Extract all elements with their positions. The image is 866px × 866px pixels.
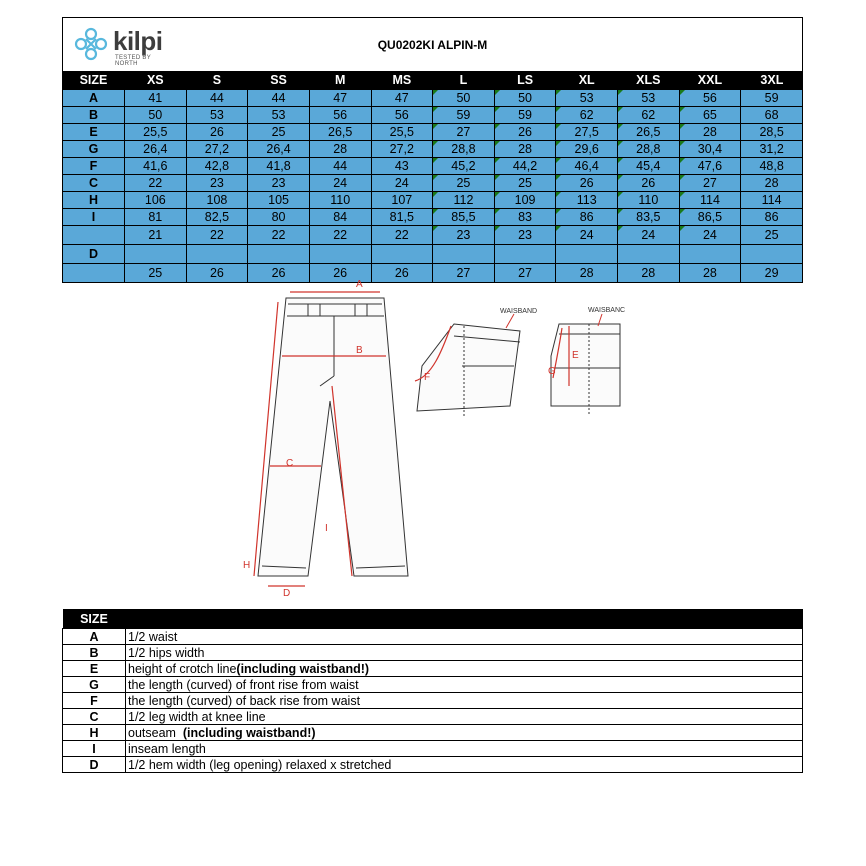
size-cell: 28	[618, 264, 680, 283]
size-cell: 28,8	[433, 141, 495, 158]
size-cell: 26,5	[309, 124, 371, 141]
size-cell: 86	[741, 209, 803, 226]
size-cell: 65	[679, 107, 741, 124]
size-cell: 46,4	[556, 158, 618, 175]
measurement-diagram	[62, 276, 803, 606]
size-cell: 110	[618, 192, 680, 209]
size-cell: 26	[186, 264, 248, 283]
size-cell: 25,5	[371, 124, 433, 141]
size-cell: 28	[679, 124, 741, 141]
model-title: QU0202KI ALPIN-M	[377, 38, 488, 52]
size-row	[63, 107, 803, 124]
legend-description	[126, 725, 803, 741]
size-chart-sheet	[62, 17, 803, 283]
size-cell: 28	[679, 264, 741, 283]
size-cell: 30,4	[679, 141, 741, 158]
label-i: I	[325, 523, 328, 534]
size-cell: 106	[125, 192, 187, 209]
size-row-label: F	[63, 158, 125, 175]
legend-description	[126, 741, 803, 757]
waistband-label-back: WAISBAND	[500, 308, 538, 315]
size-cell: 50	[125, 107, 187, 124]
size-cell: 53	[618, 90, 680, 107]
size-cell: 56	[371, 107, 433, 124]
size-cell: 45,2	[433, 158, 495, 175]
size-column-header: XLS	[618, 71, 680, 90]
size-column-header: M	[309, 71, 371, 90]
size-cell: 24	[618, 226, 680, 245]
label-b: B	[356, 345, 363, 356]
size-row	[63, 124, 803, 141]
size-row	[63, 158, 803, 175]
size-cell: 108	[186, 192, 248, 209]
size-cell: 26	[618, 175, 680, 192]
legend-text: outseam	[128, 725, 180, 740]
size-cell: 24	[309, 175, 371, 192]
size-cell: 81	[125, 209, 187, 226]
size-cell: 42,8	[186, 158, 248, 175]
label-g: G	[548, 366, 556, 377]
size-cell: 114	[679, 192, 741, 209]
front-rise-drawing	[551, 324, 620, 414]
size-cell: 53	[556, 90, 618, 107]
legend-header-row	[63, 609, 803, 629]
size-cell: 44,2	[494, 158, 556, 175]
size-cell: 47	[309, 90, 371, 107]
back-rise-drawing	[417, 324, 520, 416]
legend-description	[126, 757, 803, 773]
label-a: A	[356, 279, 363, 290]
size-cell: 62	[618, 107, 680, 124]
size-cell: 26	[371, 264, 433, 283]
size-cell: 85,5	[433, 209, 495, 226]
legend-label: E	[63, 661, 126, 677]
size-cell: 45,4	[618, 158, 680, 175]
size-cell: 113	[556, 192, 618, 209]
size-cell: 25	[494, 175, 556, 192]
size-cell: 56	[309, 107, 371, 124]
legend-text: inseam length	[128, 741, 206, 756]
label-d: D	[283, 588, 291, 599]
size-row	[63, 245, 803, 264]
legend-description	[126, 629, 803, 645]
size-cell: 22	[309, 226, 371, 245]
legend-text: the length (curved) of back rise from waist	[128, 693, 361, 708]
size-cell: 22	[371, 226, 433, 245]
label-c: C	[286, 458, 294, 469]
size-cell: 110	[309, 192, 371, 209]
size-cell: 83	[494, 209, 556, 226]
size-cell	[371, 245, 433, 264]
legend-header-blank	[126, 609, 803, 629]
label-h: H	[243, 560, 251, 571]
size-cell: 27	[679, 175, 741, 192]
size-cell: 44	[309, 158, 371, 175]
size-row	[63, 90, 803, 107]
size-cell: 22	[186, 226, 248, 245]
size-cell: 53	[186, 107, 248, 124]
size-cell: 22	[248, 226, 310, 245]
legend-label: A	[63, 629, 126, 645]
legend-row	[63, 709, 803, 725]
size-cell: 26	[556, 175, 618, 192]
size-row-label: A	[63, 90, 125, 107]
size-cell: 22	[125, 175, 187, 192]
size-cell: 48,8	[741, 158, 803, 175]
size-cell: 26	[494, 124, 556, 141]
legend-label: F	[63, 693, 126, 709]
size-cell: 59	[494, 107, 556, 124]
size-cell: 24	[679, 226, 741, 245]
size-row-label: C	[63, 175, 125, 192]
legend-label: I	[63, 741, 126, 757]
legend-description	[126, 645, 803, 661]
legend-text: height of crotch line	[128, 661, 237, 676]
size-cell: 27	[433, 124, 495, 141]
size-cell: 23	[494, 226, 556, 245]
brand-tagline: TESTED BY NORTH	[115, 55, 151, 67]
size-cell: 56	[679, 90, 741, 107]
size-cell: 83,5	[618, 209, 680, 226]
size-row-label: G	[63, 141, 125, 158]
legend-description	[126, 693, 803, 709]
size-cell: 26,5	[618, 124, 680, 141]
size-cell: 50	[494, 90, 556, 107]
legend-row	[63, 677, 803, 693]
size-cell: 59	[433, 107, 495, 124]
size-cell: 44	[186, 90, 248, 107]
size-cell: 112	[433, 192, 495, 209]
legend-bold-note: (including waistband!)	[179, 725, 316, 740]
legend-label: C	[63, 709, 126, 725]
legend-row	[63, 645, 803, 661]
size-cell: 114	[741, 192, 803, 209]
size-row	[63, 226, 803, 245]
size-cell	[186, 245, 248, 264]
size-cell: 26,4	[248, 141, 310, 158]
size-row	[63, 175, 803, 192]
size-column-header: L	[433, 71, 495, 90]
legend-text: 1/2 leg width at knee line	[128, 709, 266, 724]
size-cell: 47,6	[679, 158, 741, 175]
size-cell: 25	[248, 124, 310, 141]
size-cell: 28,8	[618, 141, 680, 158]
size-cell: 23	[248, 175, 310, 192]
size-row-label: H	[63, 192, 125, 209]
size-cell: 27	[433, 264, 495, 283]
size-column-header: S	[186, 71, 248, 90]
waistband-pointer-back	[506, 314, 514, 328]
size-cell: 28	[556, 264, 618, 283]
size-cell: 43	[371, 158, 433, 175]
size-cell: 44	[248, 90, 310, 107]
size-column-header: SS	[248, 71, 310, 90]
legend-table	[62, 609, 803, 773]
size-cell: 28	[309, 141, 371, 158]
size-cell	[309, 245, 371, 264]
size-cell: 82,5	[186, 209, 248, 226]
waistband-label-front: WAISBANC	[588, 307, 626, 314]
size-cell: 28	[494, 141, 556, 158]
size-cell: 41,6	[125, 158, 187, 175]
legend-description	[126, 677, 803, 693]
size-cell: 27,2	[186, 141, 248, 158]
legend-label: B	[63, 645, 126, 661]
size-cell: 81,5	[371, 209, 433, 226]
size-cell: 29,6	[556, 141, 618, 158]
size-cell	[494, 245, 556, 264]
size-cell	[248, 245, 310, 264]
legend-text: the length (curved) of front rise from waist	[128, 677, 359, 692]
legend-row	[63, 629, 803, 645]
size-cell: 53	[248, 107, 310, 124]
legend-label: D	[63, 757, 126, 773]
size-cell: 25	[741, 226, 803, 245]
legend-description	[126, 661, 803, 677]
size-row-label: B	[63, 107, 125, 124]
size-cell: 26,4	[125, 141, 187, 158]
size-cell: 26	[248, 264, 310, 283]
legend-row	[63, 757, 803, 773]
size-cell: 24	[371, 175, 433, 192]
size-cell: 29	[741, 264, 803, 283]
legend-label: H	[63, 725, 126, 741]
size-cell: 86,5	[679, 209, 741, 226]
legend-header-size: SIZE	[63, 609, 126, 629]
size-row	[63, 141, 803, 158]
label-f: F	[424, 372, 431, 383]
size-table	[62, 71, 803, 283]
size-cell: 41,8	[248, 158, 310, 175]
size-cell	[125, 245, 187, 264]
sheet-header	[62, 17, 803, 71]
size-cell: 27,5	[556, 124, 618, 141]
size-row-label	[63, 226, 125, 245]
size-cell: 62	[556, 107, 618, 124]
size-cell: 23	[433, 226, 495, 245]
size-row-label: I	[63, 209, 125, 226]
size-cell	[556, 245, 618, 264]
size-column-header: XXL	[679, 71, 741, 90]
size-cell: 25,5	[125, 124, 187, 141]
size-cell: 107	[371, 192, 433, 209]
size-cell: 26	[186, 124, 248, 141]
size-row	[63, 192, 803, 209]
size-cell	[618, 245, 680, 264]
legend-row	[63, 693, 803, 709]
size-cell: 59	[741, 90, 803, 107]
legend-row	[63, 741, 803, 757]
size-column-header: MS	[371, 71, 433, 90]
size-row-label: D	[63, 245, 125, 264]
legend-text: 1/2 hem width (leg opening) relaxed x stretched	[128, 757, 392, 772]
size-header-label: SIZE	[63, 71, 125, 90]
size-cell	[679, 245, 741, 264]
size-cell: 41	[125, 90, 187, 107]
size-cell: 105	[248, 192, 310, 209]
size-column-header: XL	[556, 71, 618, 90]
legend-row	[63, 661, 803, 677]
size-cell: 28	[741, 175, 803, 192]
legend-text: 1/2 hips width	[128, 645, 205, 660]
size-header-row	[63, 71, 803, 90]
size-cell: 86	[556, 209, 618, 226]
size-cell: 26	[309, 264, 371, 283]
size-column-header: 3XL	[741, 71, 803, 90]
pants-drawing	[258, 298, 408, 576]
legend-text: 1/2 waist	[128, 629, 178, 644]
size-cell: 24	[556, 226, 618, 245]
legend-label: G	[63, 677, 126, 693]
size-cell: 68	[741, 107, 803, 124]
size-cell: 50	[433, 90, 495, 107]
size-cell: 80	[248, 209, 310, 226]
legend-description	[126, 709, 803, 725]
size-cell: 109	[494, 192, 556, 209]
size-row-label: E	[63, 124, 125, 141]
label-e: E	[572, 350, 579, 361]
size-cell: 21	[125, 226, 187, 245]
size-cell	[741, 245, 803, 264]
size-cell: 25	[125, 264, 187, 283]
size-column-header: LS	[494, 71, 556, 90]
size-cell: 47	[371, 90, 433, 107]
size-row	[63, 209, 803, 226]
size-cell: 84	[309, 209, 371, 226]
legend-row	[63, 725, 803, 741]
brand-name: kilpi	[113, 26, 163, 56]
size-cell: 27,2	[371, 141, 433, 158]
size-column-header: XS	[125, 71, 187, 90]
size-cell: 27	[494, 264, 556, 283]
size-cell: 23	[186, 175, 248, 192]
size-cell	[433, 245, 495, 264]
size-cell: 28,5	[741, 124, 803, 141]
size-cell: 31,2	[741, 141, 803, 158]
size-cell: 25	[433, 175, 495, 192]
legend-bold-note: (including waistband!)	[236, 661, 370, 676]
